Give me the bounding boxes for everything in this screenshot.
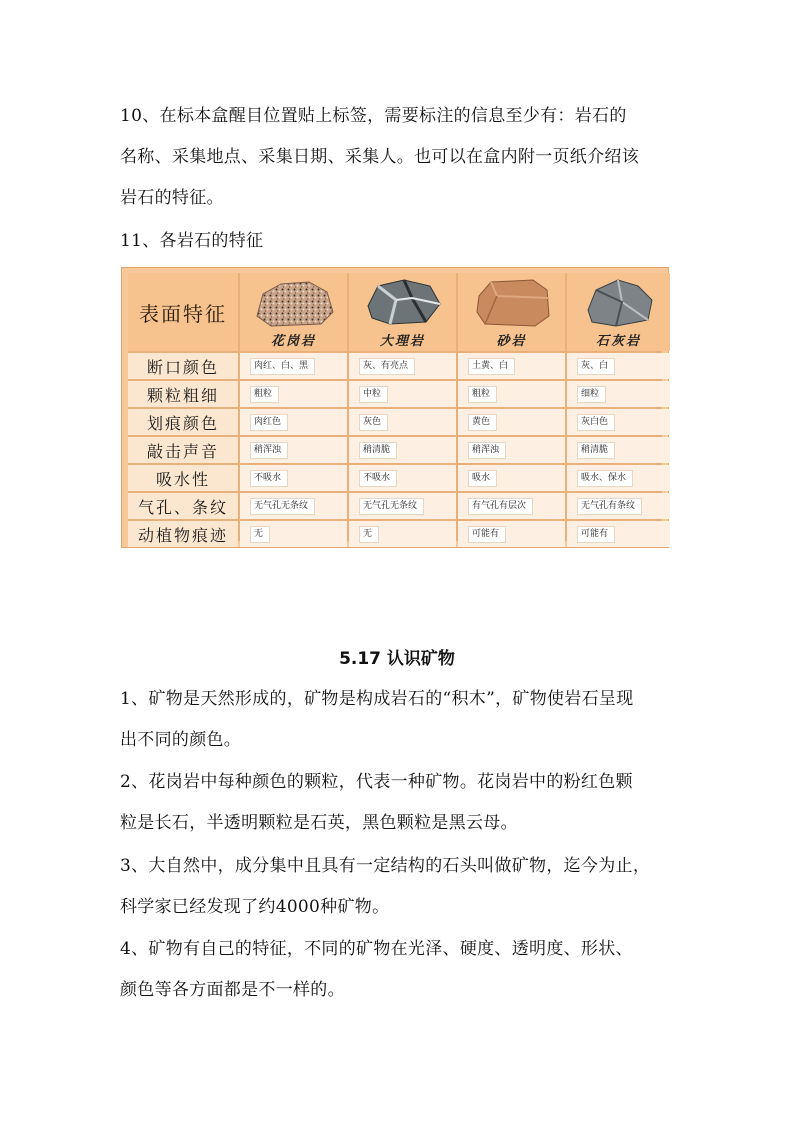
table-cell: 肉红色 [240, 409, 347, 435]
paragraph-11: 11、各岩石的特征 [120, 231, 264, 251]
text-line: 岩石的特征。 [120, 188, 224, 208]
table-cell: 吸水、保水 [567, 465, 670, 491]
table-cell: 有气孔有层次 [458, 493, 565, 519]
table-cell: 无 [240, 521, 347, 547]
row-label: 动植物痕迹 [128, 521, 238, 547]
text-line: 1、矿物是天然形成的，矿物是构成岩石的“积木”，矿物使岩石呈现 [120, 689, 634, 709]
table-cell: 不吸水 [349, 465, 456, 491]
text-line: 颜色等各方面都是不一样的。 [120, 980, 345, 1000]
text-line: 名称、采集地点、采集日期、采集人。也可以在盒内附一页纸介绍该 [120, 147, 639, 167]
table-cell: 无气孔无条纹 [240, 493, 347, 519]
rock-header-sandstone [458, 273, 565, 351]
table-cell: 黄色 [458, 409, 565, 435]
row-label: 吸水性 [128, 465, 238, 491]
text-line: 4、矿物有自己的特征，不同的矿物在光泽、硬度、透明度、形状、 [120, 939, 633, 959]
row-label: 颗粒粗细 [128, 381, 238, 407]
table-cell: 粗粒 [240, 381, 347, 407]
granite-rock-image [251, 276, 337, 328]
table-cell: 灰、有亮点 [349, 353, 456, 379]
row-label: 气孔、条纹 [128, 493, 238, 519]
rock-header-marble [349, 273, 456, 351]
limestone-rock-image [576, 276, 662, 328]
table-cell: 稍浑浊 [240, 437, 347, 463]
table-cell: 稍浑浊 [458, 437, 565, 463]
table-cell: 吸水 [458, 465, 565, 491]
mineral-point-2 [120, 762, 695, 844]
table-cell: 可能有 [458, 521, 565, 547]
mineral-point-3 [120, 846, 695, 928]
rock-features-table [121, 267, 669, 548]
text-line: 粒是长石，半透明颗粒是石英，黑色颗粒是黑云母。 [120, 813, 518, 833]
section-title: 5.17 认识矿物 [339, 649, 455, 669]
table-cell: 粗粒 [458, 381, 565, 407]
text-line: 2、花岗岩中每种颜色的颗粒，代表一种矿物。花岗岩中的粉红色颗 [120, 772, 633, 792]
paragraph-10 [120, 96, 695, 219]
table-corner-label: 表面特征 [128, 273, 238, 351]
rock-name: 石灰岩 [595, 334, 641, 349]
table-cell: 不吸水 [240, 465, 347, 491]
table-cell: 无 [349, 521, 456, 547]
table-cell: 稍清脆 [567, 437, 670, 463]
row-label: 划痕颜色 [128, 409, 238, 435]
text-line: 10、在标本盒醒目位置贴上标签，需要标注的信息至少有：岩石的 [120, 106, 627, 126]
marble-rock-image [360, 276, 446, 328]
table-cell: 土黄、白 [458, 353, 565, 379]
mineral-point-4 [120, 929, 695, 1011]
table-cell: 灰色 [349, 409, 456, 435]
mineral-point-1 [120, 679, 695, 761]
table-cell: 无气孔有条纹 [567, 493, 670, 519]
table-cell: 无气孔无条纹 [349, 493, 456, 519]
table-cell: 中粒 [349, 381, 456, 407]
table-cell: 稍清脆 [349, 437, 456, 463]
table-cell: 肉红、白、黑 [240, 353, 347, 379]
table-cell: 可能有 [567, 521, 670, 547]
text-line: 科学家已经发现了约4000种矿物。 [120, 897, 390, 917]
text-line: 出不同的颜色。 [120, 730, 242, 750]
table-cell: 细粒 [567, 381, 670, 407]
table-cell: 灰白色 [567, 409, 670, 435]
rock-header-granite [240, 273, 347, 351]
rock-name: 花岗岩 [270, 334, 316, 349]
row-label: 断口颜色 [128, 353, 238, 379]
rock-header-limestone [567, 273, 670, 351]
rock-name: 砂岩 [496, 334, 527, 349]
row-label: 敲击声音 [128, 437, 238, 463]
text-line: 3、大自然中，成分集中且具有一定结构的石头叫做矿物，迄今为止， [120, 856, 651, 876]
sandstone-rock-image [469, 276, 555, 328]
table-cell: 灰、白 [567, 353, 670, 379]
rock-name: 大理岩 [379, 334, 425, 349]
